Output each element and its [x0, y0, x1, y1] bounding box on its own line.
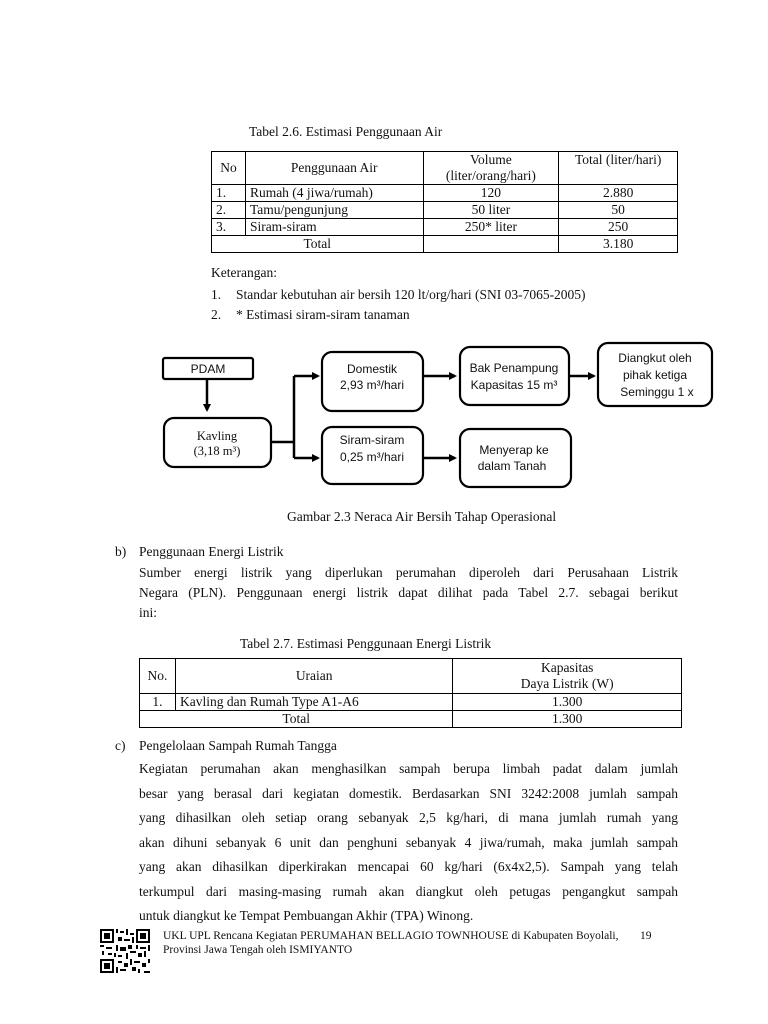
section-b-marker: b) [115, 544, 127, 559]
row-total: 2.880 [559, 185, 678, 202]
section-c-title: Pengelolaan Sampah Rumah Tangga [139, 738, 337, 753]
table-total-row [140, 711, 682, 728]
paragraph-line: terkumpul dari masing-masing rumah akan diangkut oleh petugas pengangkut sampah [139, 883, 678, 899]
row-volume: 120 [423, 185, 559, 202]
paragraph-line: untuk diangkut ke Tempat Pembuangan Akhir (TPA) Winong. [139, 908, 474, 923]
label-bak-2: Kapasitas 15 m³ [470, 378, 558, 392]
header-volume-line2: (liter/orang/hari) [445, 168, 536, 183]
label-menyerap-1: Menyerap ke [479, 443, 549, 457]
table-header-row [140, 659, 682, 694]
row-total: 250 [559, 219, 678, 236]
label-domestik-1: Domestik [346, 362, 398, 376]
total-value: 3.180 [559, 236, 678, 253]
section-b-title: Penggunaan Energi Listrik [139, 544, 284, 559]
section-c-paragraph [139, 757, 678, 929]
total-value: 1.300 [453, 711, 682, 728]
header-no: No. [140, 659, 176, 694]
row-volume: 250* liter [423, 219, 559, 236]
paragraph-line: Kegiatan perumahan akan menghasilkan sampah berupa limbah padat dalam jumlah [139, 761, 678, 776]
box-bak [460, 347, 569, 405]
label-diangkut-2: pihak ketiga [622, 368, 688, 382]
notes-title: Keterangan: [211, 265, 277, 280]
header-total: Total (liter/hari) [559, 152, 678, 185]
table-2-6-caption: Tabel 2.6. Estimasi Penggunaan Air [249, 124, 443, 139]
note-1-number: 1. [211, 287, 222, 302]
paragraph-line: yang dihasilkan oleh setiap orang sebanyak 2,5 kg/hari, di mana jumlah rumah yang [139, 810, 678, 825]
header-no: No [212, 152, 246, 185]
qr-code-icon [100, 929, 150, 973]
section-b-paragraph [139, 563, 678, 623]
paragraph-line: Sumber energi listrik yang diperlukan perumahan diperoleh dari Perusahaan Listrik [139, 565, 678, 580]
row-use: Rumah (4 jiwa/rumah) [245, 185, 423, 202]
row-use: Siram-siram [245, 219, 423, 236]
header-capacity-line1: Kapasitas [540, 660, 594, 675]
table-2-7-caption: Tabel 2.7. Estimasi Penggunaan Energi Listrik [240, 636, 492, 651]
label-siram-2: 0,25 m³/hari [339, 450, 405, 464]
row-use: Tamu/pengunjung [245, 202, 423, 219]
header-volume-line1: Volume [470, 152, 512, 167]
footer-line-2: Provinsi Jawa Tengah oleh ISMIYANTO [163, 944, 353, 956]
page-number: 19 [640, 930, 652, 942]
label-diangkut-3: Seminggu 1 x [620, 385, 694, 399]
row-total: 50 [559, 202, 678, 219]
electricity-table [139, 658, 682, 728]
note-1: Standar kebutuhan air bersih 120 lt/org/hari (SNI 03-7065-2005) [236, 287, 586, 302]
total-label: Total [140, 711, 453, 728]
row-capacity: 1.300 [453, 694, 682, 711]
paragraph-line: yang akan dihasilkan diperkirakan mencapai 60 kg/hari (6x4x2,5). Sampah yang telah [139, 859, 678, 874]
row-no: 1. [140, 694, 176, 711]
row-no: 3. [212, 219, 246, 236]
box-menyerap [460, 429, 571, 487]
footer-line-1: UKL UPL Rencana Kegiatan PERUMAHAN BELLAGIO TOWNHOUSE di Kabupaten Boyolali, [163, 930, 619, 942]
row-no: 2. [212, 202, 246, 219]
note-2-number: 2. [211, 307, 222, 322]
label-diangkut-1: Diangkut oleh [618, 351, 692, 365]
figure-caption: Gambar 2.3 Neraca Air Bersih Tahap Operasional [287, 509, 557, 524]
label-domestik-2: 2,93 m³/hari [339, 378, 405, 392]
label-pdam: PDAM [190, 362, 226, 376]
paragraph-line: Negara (PLN). Penggunaan energi listrik dapat dilihat pada Tabel 2.7. sebagai berikut [139, 585, 678, 600]
label-menyerap-2: dalam Tanah [477, 459, 547, 473]
header-use: Penggunaan Air [245, 152, 423, 185]
paragraph-line: besar yang berasal dari kegiatan domestik. Berdasarkan SNI 3242:2008 jumlah sampah [139, 785, 678, 801]
header-capacity [453, 659, 682, 694]
label-kavling-1: Kavling [196, 429, 238, 443]
header-uraian: Uraian [175, 659, 452, 694]
table-row [140, 694, 682, 711]
section-c-marker: c) [115, 738, 126, 753]
label-kavling-2: (3,18 m³) [193, 444, 241, 458]
label-bak-1: Bak Penampung [469, 361, 559, 375]
total-label: Total [212, 236, 424, 253]
row-volume: 50 liter [423, 202, 559, 219]
label-siram-1: Siram-siram [339, 433, 405, 447]
paragraph-line: ini: [139, 605, 158, 620]
header-capacity-line2: Daya Listrik (W) [520, 676, 614, 691]
row-uraian: Kavling dan Rumah Type A1-A6 [175, 694, 452, 711]
paragraph-line: akan dihuni sebanyak 6 unit dan penghuni sebanyak 4 jiwa/rumah, maka jumlah sampah [139, 834, 678, 850]
note-2: * Estimasi siram-siram tanaman [236, 307, 410, 322]
row-no: 1. [212, 185, 246, 202]
